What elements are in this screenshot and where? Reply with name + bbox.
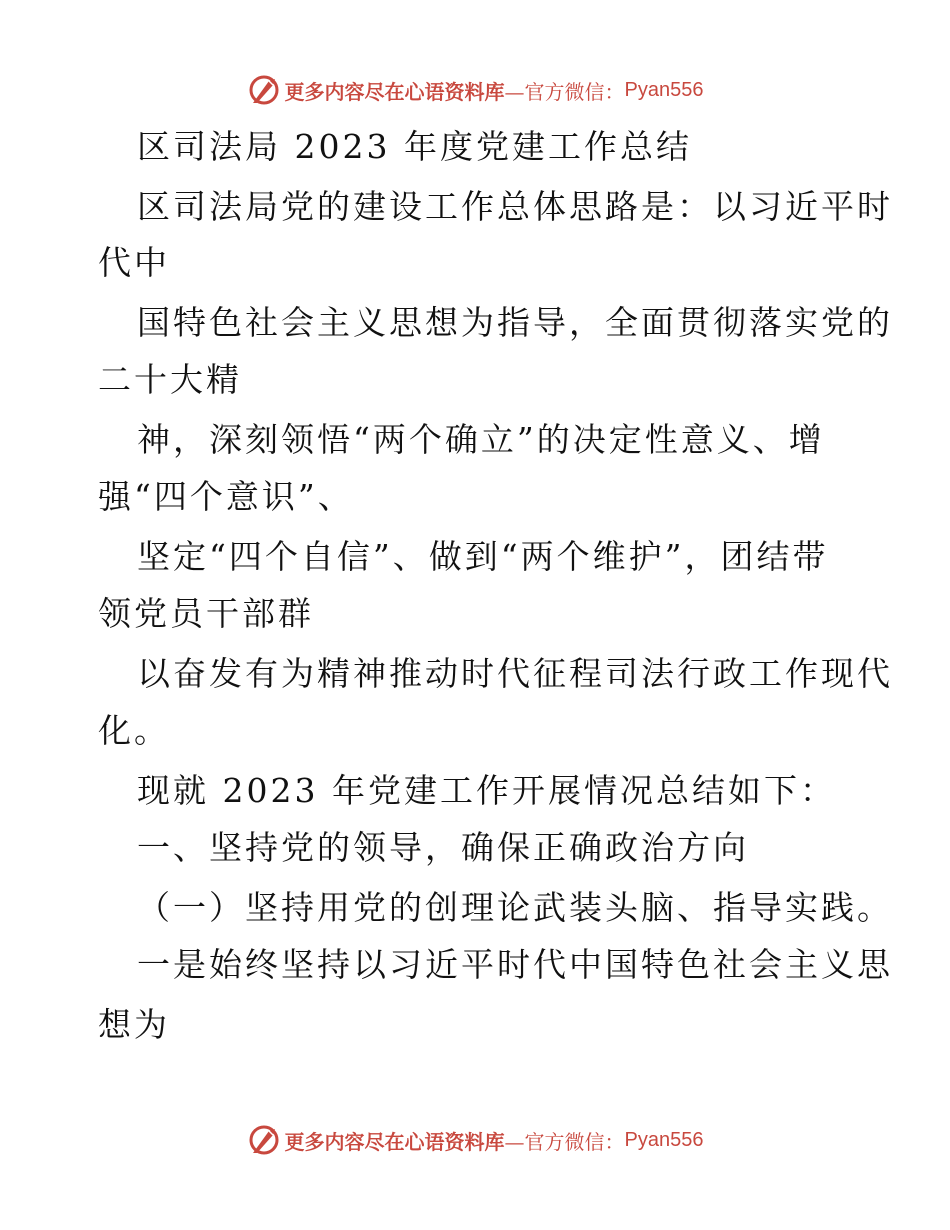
paragraph-line: 区司法局党的建设工作总体思路是：以习近平时 [137,187,893,226]
paragraph-line: 现就 2023 年党建工作开展情况总结如下： [137,771,836,810]
paragraph-line: 化。 [98,711,170,750]
paragraph-line: 神，深刻领悟“两个确立”的决定性意义、增 [137,420,825,459]
subsection-heading: （一）坚持用党的创理论武装头脑、指导实践。 [137,888,893,927]
paragraph-line: 一是始终坚持以习近平时代中国特色社会主义思 [137,945,893,984]
section-heading: 一、坚持党的领导，确保正确政治方向 [137,828,749,867]
footer-watermark-banner [0,1120,950,1160]
banner-wechat-id: Pyan556 [624,78,704,101]
banner-brand-text: 更多内容尽在心语资料库 [284,1129,505,1154]
quill-pen-logo-icon [247,1123,281,1157]
paragraph-line: 想为 [98,1005,170,1044]
paragraph-line: 强“四个意识”、 [98,477,354,516]
quill-pen-logo-icon [247,73,281,107]
paragraph-line: 坚定“四个自信”、做到“两个维护”，团结带 [137,537,829,576]
paragraph-line: 二十大精 [98,360,242,399]
banner-wechat-id: Pyan556 [624,1128,704,1151]
header-watermark-banner [0,70,950,110]
document-title: 区司法局 2023 年度党建工作总结 [137,127,692,166]
paragraph-line: 领党员干部群 [98,594,314,633]
banner-brand-text: 更多内容尽在心语资料库 [284,79,505,104]
paragraph-line: 以奋发有为精神推动时代征程司法行政工作现代 [137,654,893,693]
paragraph-line: 国特色社会主义思想为指导，全面贯彻落实党的 [137,303,893,342]
banner-official-text: —官方微信： [504,1129,625,1154]
banner-official-text: —官方微信： [504,79,625,104]
paragraph-line: 代中 [98,243,170,282]
